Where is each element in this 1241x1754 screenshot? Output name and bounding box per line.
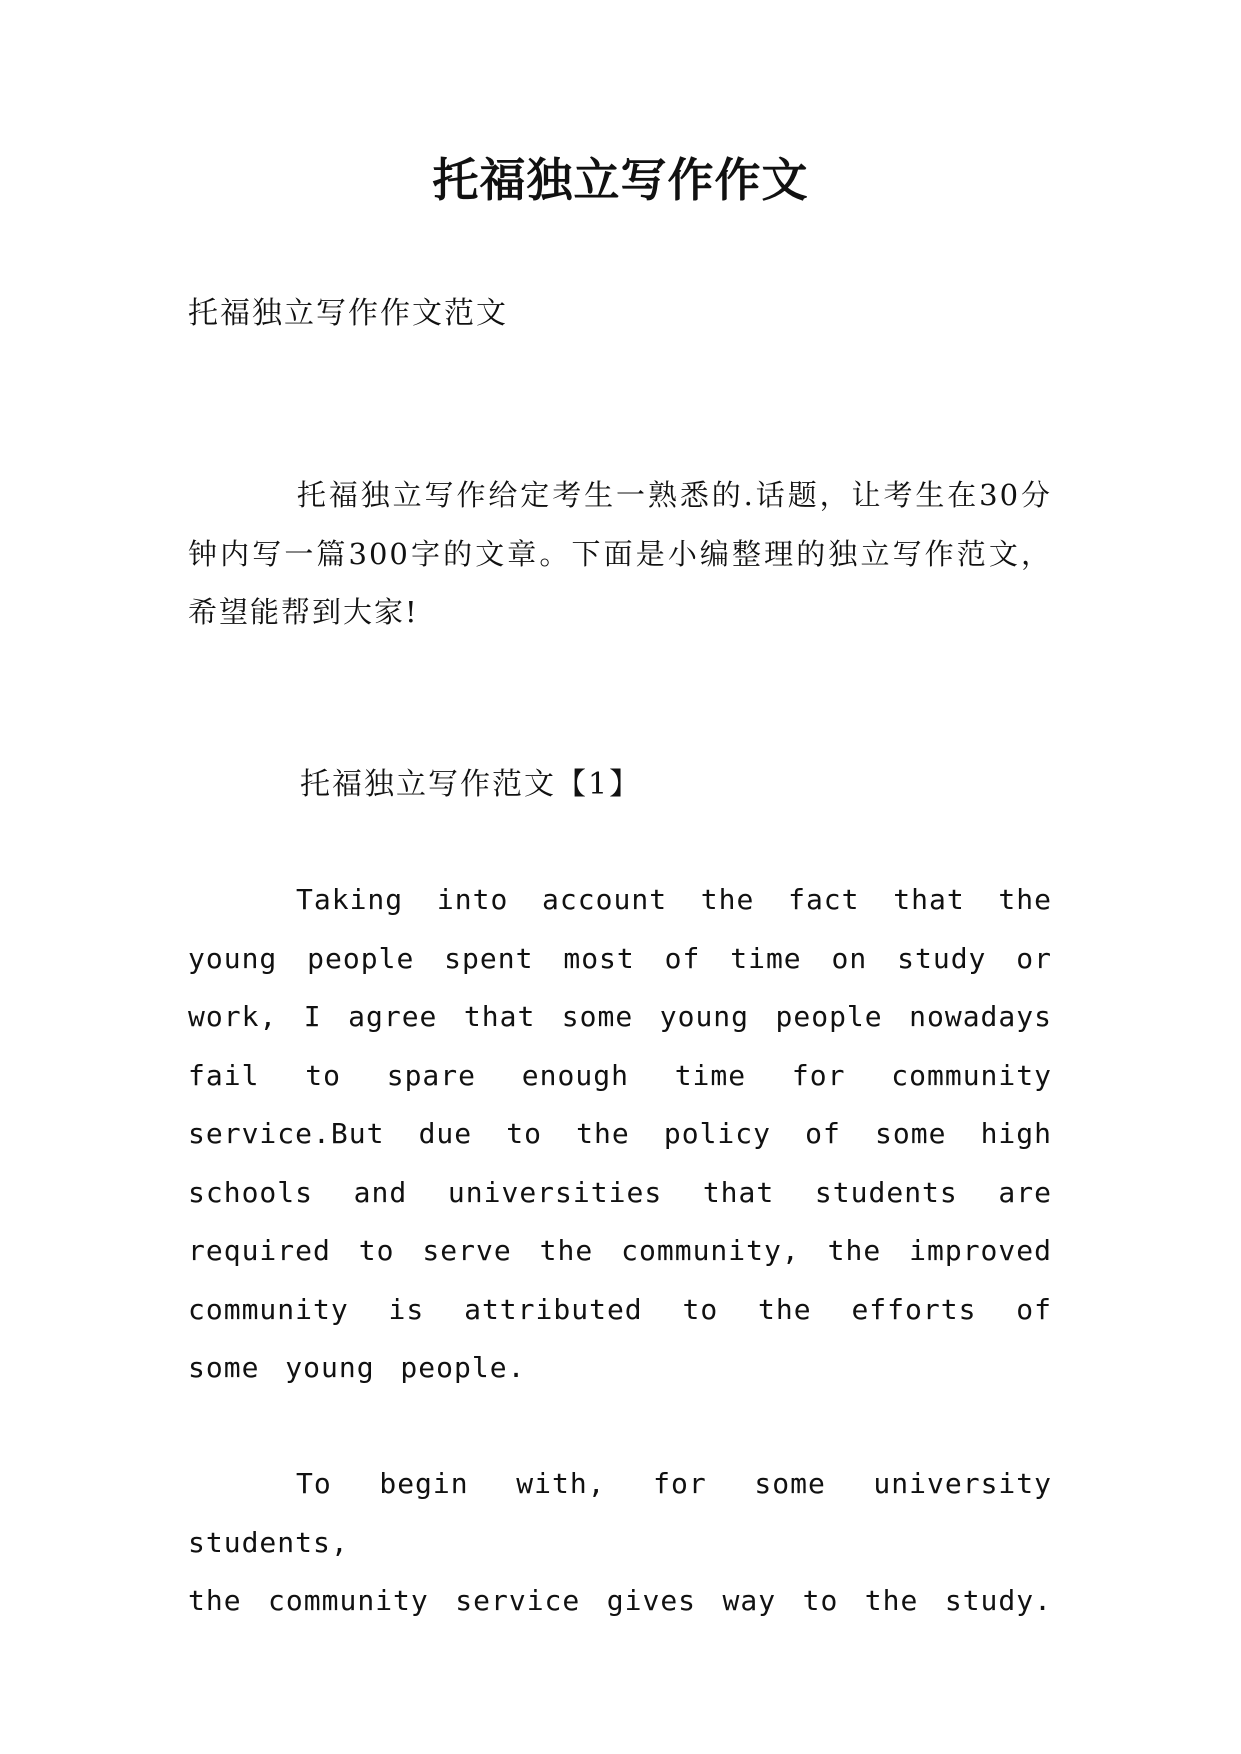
document-subtitle: 托福独立写作作文范文	[188, 296, 508, 331]
section-heading: 托福独立写作范文【1】	[300, 767, 642, 802]
essay-paragraph-2	[188, 1455, 1052, 1631]
intro-text: 托福独立写作给定考生一熟悉的.话题，让考生在30分钟内写一篇300字的文章。下面是小编整理的独立写作范文，希望能帮到大家!	[188, 478, 1052, 629]
intro-paragraph	[188, 466, 1052, 642]
essay-paragraph-2-line-1: To begin with, for some university students,	[188, 1467, 1052, 1559]
essay-paragraph-1-text: Taking into account the fact that the young people spent most of time on study or work, I agree that some young people nowadays fail to spare enough time for community service.But due to the policy of some high schools and universities that students are required to serve the community, the improved community is attributed to the efforts of some young people.	[188, 883, 1052, 1384]
essay-paragraph-1	[188, 871, 1052, 1398]
document-title: 托福独立写作作文	[432, 153, 809, 207]
essay-paragraph-2-line-2: the community service gives way to the study.	[188, 1584, 1052, 1617]
